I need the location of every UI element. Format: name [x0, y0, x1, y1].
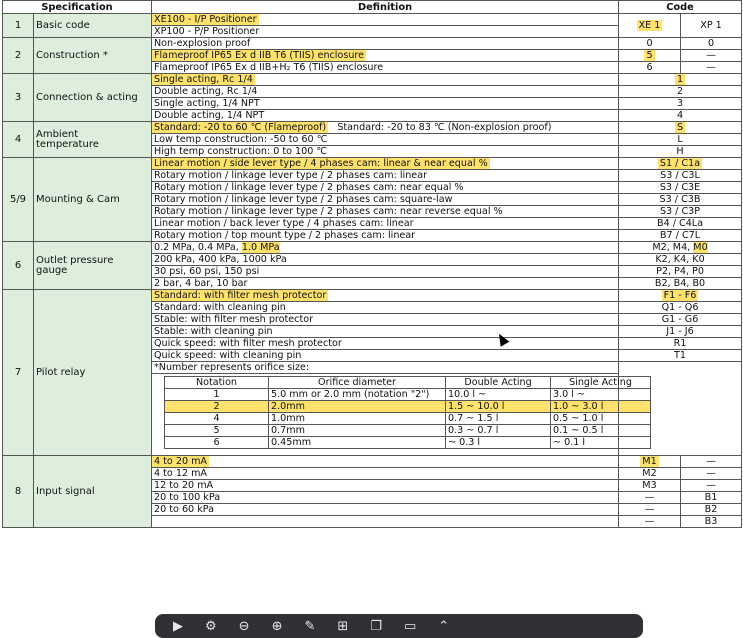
- floating-toolbar[interactable]: [155, 614, 643, 638]
- code-value: —: [681, 50, 742, 62]
- orifice-row: [165, 425, 651, 437]
- orifice-single: 3.0 l ~: [551, 389, 651, 401]
- code-value: —: [681, 480, 742, 492]
- code-value: XE 1: [638, 20, 661, 31]
- orifice-double: 1.5 ~ 10.0 l: [446, 401, 551, 413]
- spec-name: [34, 122, 152, 158]
- code-value: 5: [646, 50, 653, 61]
- code-value: J1 - J6: [619, 326, 742, 338]
- code-value: S3 / C3E: [619, 182, 742, 194]
- table-row: [3, 158, 742, 170]
- header-definition: Definition: [152, 1, 619, 14]
- definition: Rotary motion / linkage lever type / 2 phases cam: near equal %: [152, 182, 619, 194]
- definition: Rotary motion / top mount type / 2 phases cam: linear: [152, 230, 619, 242]
- spec-number: 2: [3, 38, 34, 74]
- definition: 30 psi, 60 psi, 150 psi: [152, 266, 619, 278]
- definition: Standard: with cleaning pin: [152, 302, 619, 314]
- orifice-row: [165, 401, 651, 413]
- code-value: —: [619, 492, 681, 504]
- definition: Stable: with filter mesh protector: [152, 314, 619, 326]
- code-value: R1: [619, 338, 742, 350]
- orifice-table: [164, 376, 651, 449]
- definition: 12 to 20 mA: [152, 480, 619, 492]
- spec-name-line1: Ambient: [36, 128, 79, 140]
- code-value: 1: [676, 74, 684, 85]
- code-value: T1: [619, 350, 742, 362]
- gear-icon[interactable]: ⚙: [205, 618, 217, 634]
- definition: Non-explosion proof: [152, 38, 619, 50]
- orifice-note: *Number represents orifice size:: [152, 362, 619, 374]
- definition: Linear motion / back lever type / 4 phases cam: linear: [152, 218, 619, 230]
- code-value: 0: [681, 38, 742, 50]
- code-value: B1: [681, 492, 742, 504]
- spec-name: Pilot relay: [34, 290, 152, 456]
- definition: Flameproof IP65 Ex d IIB+H₂ T6 (TIIS) enclosure: [152, 62, 619, 74]
- orifice-notation: 5: [165, 425, 269, 437]
- code-value: L: [619, 134, 742, 146]
- spec-name: Input signal: [34, 456, 152, 528]
- orifice-diameter: 0.45mm: [269, 437, 446, 449]
- code-value: Q1 - Q6: [619, 302, 742, 314]
- spec-number: 1: [3, 14, 34, 38]
- code-value: —: [619, 516, 681, 528]
- code-value: —: [681, 62, 742, 74]
- specification-table: [2, 0, 742, 528]
- code-value: B4 / C4La: [619, 218, 742, 230]
- definition-highlight: 1.0 MPa: [241, 242, 280, 253]
- zoom-out-icon[interactable]: ⊖: [238, 618, 250, 634]
- definition: XE100 - I/P Positioner: [154, 14, 257, 25]
- code-highlight: M0: [693, 242, 708, 253]
- code-value: XP 1: [681, 14, 742, 38]
- definition: Low temp construction: -50 to 60 ℃: [152, 134, 619, 146]
- header-code: Code: [619, 1, 742, 14]
- definition: Rotary motion / linkage lever type / 2 phases cam: linear: [152, 170, 619, 182]
- code-value: S: [676, 122, 684, 133]
- definition-part: 0.2 MPa, 0.4 MPa,: [154, 242, 242, 253]
- orifice-header: Orifice diameter: [269, 377, 446, 389]
- definition: Flameproof IP65 Ex d IIB T6 (TIIS) enclosure: [154, 50, 365, 61]
- spec-name-line2: temperature: [36, 138, 99, 150]
- code-value: K2, K4, K0: [619, 254, 742, 266]
- table-row: [3, 14, 742, 26]
- header-row: [3, 1, 742, 14]
- orifice-single: ~ 0.1 l: [551, 437, 651, 449]
- definition: 4 to 20 mA: [154, 456, 207, 467]
- code-value: M2: [619, 468, 681, 480]
- definition: Rotary motion / linkage lever type / 2 phases cam: near reverse equal %: [152, 206, 619, 218]
- table-row: [3, 122, 742, 134]
- orifice-single: 1.0 ~ 3.0 l: [551, 401, 651, 413]
- orifice-notation: 6: [165, 437, 269, 449]
- definition: [152, 516, 619, 528]
- code-value: S3 / C3L: [619, 170, 742, 182]
- spec-name: Basic code: [34, 14, 152, 38]
- definition: 20 to 60 kPa: [152, 504, 619, 516]
- orifice-header: Double Acting: [446, 377, 551, 389]
- orifice-table-cell: [152, 374, 632, 456]
- definition: High temp construction: 0 to 100 ℃: [152, 146, 619, 158]
- chevron-up-icon[interactable]: ⌃: [438, 618, 450, 634]
- definition: Quick speed: with filter mesh protector: [152, 338, 619, 350]
- window-icon[interactable]: ▭: [403, 618, 417, 634]
- orifice-single: 0.1 ~ 0.5 l: [551, 425, 651, 437]
- table-row: [3, 290, 742, 302]
- spec-number: 7: [3, 290, 34, 456]
- definition: Double acting, Rc 1/4: [152, 86, 619, 98]
- spec-number: 6: [3, 242, 34, 290]
- spec-name: [34, 242, 152, 290]
- code-value: S1 / C1a: [659, 158, 701, 169]
- orifice-header-row: [165, 377, 651, 389]
- orifice-diameter: 5.0 mm or 2.0 mm (notation "2"): [269, 389, 446, 401]
- definition: Linear motion / side lever type / 4 phases cam: linear & near equal %: [154, 158, 488, 169]
- code-value: 6: [619, 62, 681, 74]
- code-value: B2, B4, B0: [619, 278, 742, 290]
- orifice-row: [165, 389, 651, 401]
- code-value: 2: [619, 86, 742, 98]
- definition: 200 kPa, 400 kPa, 1000 kPa: [152, 254, 619, 266]
- code-value: [619, 242, 742, 254]
- code-value: —: [619, 504, 681, 516]
- code-value: B7 / C7L: [619, 230, 742, 242]
- code-value: F1 - F6: [663, 290, 697, 301]
- orifice-notation: 4: [165, 413, 269, 425]
- spec-number: 8: [3, 456, 34, 528]
- crop-icon[interactable]: ⊞: [337, 618, 349, 634]
- orifice-diameter: 0.7mm: [269, 425, 446, 437]
- zoom-in-icon[interactable]: ⊕: [271, 618, 283, 634]
- spec-name-line2: gauge: [36, 264, 68, 276]
- definition: Standard: -20 to 60 ℃ (Flameproof): [154, 122, 327, 133]
- code-part: M2, M4,: [652, 242, 694, 253]
- definition: 20 to 100 kPa: [152, 492, 619, 504]
- code-value: M3: [619, 480, 681, 492]
- definition: Standard: with filter mesh protector: [154, 290, 327, 301]
- orifice-notation: 1: [165, 389, 269, 401]
- orifice-header: Single Acting: [551, 377, 651, 389]
- table-row: [3, 38, 742, 50]
- orifice-diameter: 1.0mm: [269, 413, 446, 425]
- orifice-single: 0.5 ~ 1.0 l: [551, 413, 651, 425]
- orifice-double: 10.0 l ~: [446, 389, 551, 401]
- code-value: S3 / C3P: [619, 206, 742, 218]
- play-icon[interactable]: ▶: [173, 618, 183, 634]
- definition: [152, 242, 619, 254]
- definition: 2 bar, 4 bar, 10 bar: [152, 278, 619, 290]
- spec-name-line1: Outlet pressure: [36, 254, 114, 266]
- pen-icon[interactable]: ✎: [304, 618, 316, 634]
- definition-secondary: Standard: -20 to 83 ℃ (Non-explosion proof): [337, 122, 552, 133]
- definition: Stable: with cleaning pin: [152, 326, 619, 338]
- code-value: —: [681, 468, 742, 480]
- code-value: P2, P4, P0: [619, 266, 742, 278]
- spec-number: 5/9: [3, 158, 34, 242]
- orifice-double: ~ 0.3 l: [446, 437, 551, 449]
- code-value: 4: [619, 110, 742, 122]
- orifice-row: [165, 413, 651, 425]
- orifice-double: 0.7 ~ 1.5 l: [446, 413, 551, 425]
- code-value: S3 / C3B: [619, 194, 742, 206]
- definition: Single acting, 1/4 NPT: [152, 98, 619, 110]
- code-value: 3: [619, 98, 742, 110]
- definition: Quick speed: with cleaning pin: [152, 350, 619, 362]
- orifice-double: 0.3 ~ 0.7 l: [446, 425, 551, 437]
- table-row: [3, 456, 742, 468]
- code-value: B3: [681, 516, 742, 528]
- orifice-notation: 2: [165, 401, 269, 413]
- definition: Single acting, Rc 1/4: [154, 74, 253, 85]
- table-row: [3, 74, 742, 86]
- copy-icon[interactable]: ❐: [370, 618, 382, 634]
- spec-name: Mounting & Cam: [34, 158, 152, 242]
- header-specification: Specification: [3, 1, 152, 14]
- spec-name: Connection & acting: [34, 74, 152, 122]
- spec-number: 4: [3, 122, 34, 158]
- spec-number: 3: [3, 74, 34, 122]
- definition: Double acting, 1/4 NPT: [152, 110, 619, 122]
- orifice-header: Notation: [165, 377, 269, 389]
- definition: Rotary motion / linkage lever type / 2 phases cam: square-law: [152, 194, 619, 206]
- code-value: B2: [681, 504, 742, 516]
- code-value: —: [681, 456, 742, 468]
- code-value: G1 - G6: [619, 314, 742, 326]
- definition: XP100 - P/P Positioner: [152, 26, 619, 38]
- table-row: [3, 242, 742, 254]
- code-value: H: [619, 146, 742, 158]
- definition: 4 to 12 mA: [152, 468, 619, 480]
- orifice-row: [165, 437, 651, 449]
- orifice-diameter: 2.0mm: [269, 401, 446, 413]
- code-value: 0: [619, 38, 681, 50]
- spec-name: Construction *: [34, 38, 152, 74]
- code-value: M1: [642, 456, 657, 467]
